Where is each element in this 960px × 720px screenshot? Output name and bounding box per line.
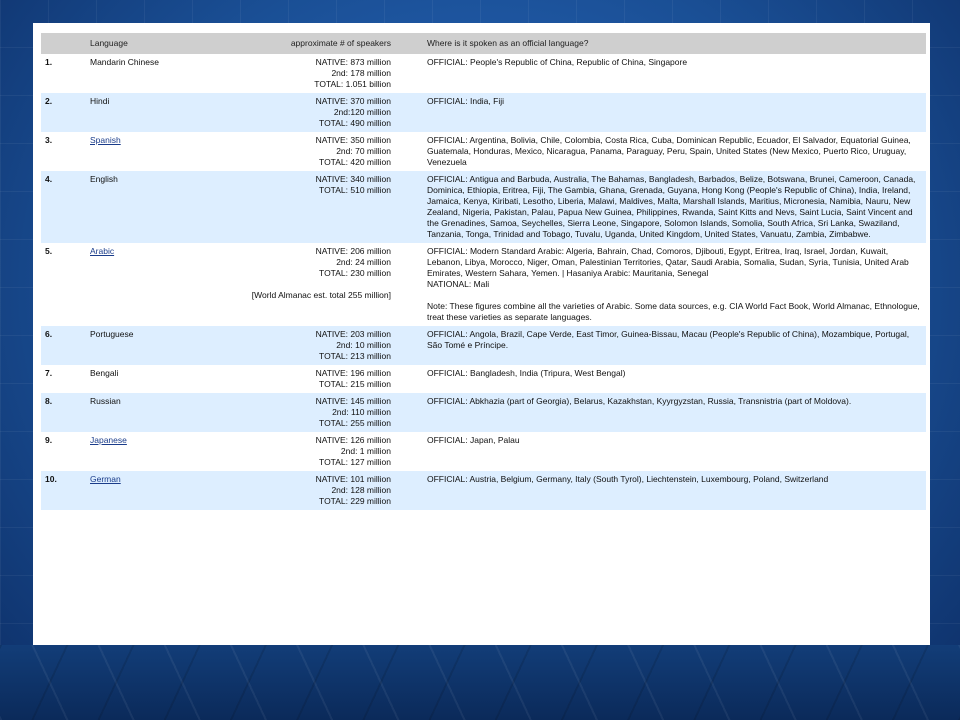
speaker-count: NATIVE: 126 million <box>315 435 391 445</box>
table-row <box>41 393 926 432</box>
speaker-count: TOTAL: 127 million <box>319 457 391 467</box>
language-cell <box>86 393 201 432</box>
table-row <box>41 365 926 393</box>
table-row <box>41 171 926 243</box>
language-name: Russian <box>90 396 121 406</box>
language-name: Mandarin Chinese <box>90 57 159 67</box>
table-row <box>41 326 926 365</box>
language-cell <box>86 54 201 93</box>
official-countries: OFFICIAL: Antigua and Barbuda, Australia, The Bahamas, Bangladesh, Barbados, Belize, Botswana, Brunei, Cameroon, Canada, Dominica, Ethiopia, Eritrea, Fiji, The Gambia, Ghana, Grenada, Guyana, Hong Kong (People's Republic of China), India, Ireland, Jamaica, Kenya, Kiribati, Lesotho, Liberia, Malawi, Maldives, Malta, Marshall Islands, Maritius, Micronesia, Namibia, Nauru, New Zealand, Nigeria, Pakistan, Palau, Papua New Guinea, Philippines, Rwanda, Saint Kitts and Nevs, Saint Lucia, Saint Vincent and the Grenadines, Samoa, Seychelles, Sierra Leone, Singapore, Solomon Islands, Somolia, South Africa, Sri Lanka, Swaziland, Tanzania, Tonga, Trinidad and Tobago, Tuvalu, Uganda, United Kingdom, United States, Vanuatu, Zambia, Zimbabwe. <box>427 174 916 239</box>
table-row <box>41 132 926 171</box>
official-cell <box>421 432 926 471</box>
speaker-count: NATIVE: 203 million <box>315 329 391 339</box>
speaker-count: 2nd: 10 million <box>336 340 391 350</box>
table-row <box>41 54 926 93</box>
rank-cell: 3. <box>41 132 86 171</box>
speaker-count: TOTAL: 490 million <box>319 118 391 128</box>
speakers-cell <box>201 93 421 132</box>
rank-cell: 4. <box>41 171 86 243</box>
speaker-count: TOTAL: 213 million <box>319 351 391 361</box>
speaker-count: TOTAL: 229 million <box>319 496 391 506</box>
speaker-count: NATIVE: 101 million <box>315 474 391 484</box>
official-countries: OFFICIAL: Modern Standard Arabic: Algeria, Bahrain, Chad, Comoros, Djibouti, Egypt, Eritrea, Iraq, Israel, Jordan, Kuwait, Lebanon, Libya, Morocco, Niger, Oman, Palestinian Territories, Qatar, Saudi Arabia, Somalia, Sudan, Syria, Tunisia, United Arab Emirates, Western Sahara, Yemen. | Hasaniya Arabic: Mauritania, Senegal <box>427 246 909 278</box>
rank-cell: 1. <box>41 54 86 93</box>
official-countries: OFFICIAL: Argentina, Bolivia, Chile, Colombia, Costa Rica, Cuba, Dominican Republic, Ecuador, El Salvador, Equatorial Guinea, Guatemala, Honduras, Mexico, Nicaragua, Panama, Paraguay, Peru, Spain, United States (New Mexico, Puerto Rico, Uruguay, Venezuela <box>427 135 911 167</box>
header-language: Language <box>86 33 201 54</box>
header-official: Where is it spoken as an official language? <box>421 33 926 54</box>
language-name: English <box>90 174 118 184</box>
speaker-estimate-note: [World Almanac est. total 255 million] <box>251 290 391 300</box>
table-header <box>41 33 926 54</box>
official-cell <box>421 93 926 132</box>
table-row <box>41 471 926 510</box>
language-link[interactable]: Japanese <box>90 435 127 445</box>
speakers-cell <box>201 365 421 393</box>
speaker-count: 2nd: 110 million <box>332 407 391 417</box>
language-cell <box>86 432 201 471</box>
table-row <box>41 432 926 471</box>
speaker-count: TOTAL: 215 million <box>319 379 391 389</box>
speaker-count: TOTAL: 1.051 billion <box>314 79 391 89</box>
speaker-count: 2nd: 128 million <box>331 485 391 495</box>
speaker-count: NATIVE: 340 million <box>315 174 391 184</box>
speaker-count: NATIVE: 145 million <box>315 396 391 406</box>
language-link[interactable]: German <box>90 474 121 484</box>
rank-cell: 9. <box>41 432 86 471</box>
language-cell <box>86 132 201 171</box>
rank-cell: 2. <box>41 93 86 132</box>
speaker-count: TOTAL: 230 million <box>319 268 391 278</box>
language-cell <box>86 171 201 243</box>
official-cell <box>421 326 926 365</box>
official-note: Note: These figures combine all the varieties of Arabic. Some data sources, e.g. CIA World Fact Book, World Almanac, Ethnologue, treat these varieties as separate languages. <box>427 301 920 322</box>
speaker-count: 2nd: 70 million <box>336 146 391 156</box>
speakers-cell <box>201 326 421 365</box>
header-speakers: approximate # of speakers <box>201 33 421 54</box>
speaker-count: NATIVE: 873 million <box>315 57 391 67</box>
speakers-cell <box>201 471 421 510</box>
slide-background-decoration <box>0 645 960 720</box>
rank-cell: 6. <box>41 326 86 365</box>
language-link[interactable]: Arabic <box>90 246 115 256</box>
speakers-cell <box>201 171 421 243</box>
official-countries: OFFICIAL: India, Fiji <box>427 96 504 106</box>
speakers-cell <box>201 132 421 171</box>
speakers-cell <box>201 432 421 471</box>
rank-cell: 10. <box>41 471 86 510</box>
official-countries: OFFICIAL: Austria, Belgium, Germany, Italy (South Tyrol), Liechtenstein, Luxembourg, Poland, Switzerland <box>427 474 829 484</box>
language-name: Bengali <box>90 368 119 378</box>
official-countries: OFFICIAL: People's Republic of China, Republic of China, Singapore <box>427 57 688 67</box>
speakers-cell <box>201 393 421 432</box>
table-row <box>41 93 926 132</box>
speaker-count: NATIVE: 350 million <box>315 135 391 145</box>
official-cell <box>421 171 926 243</box>
language-cell <box>86 365 201 393</box>
official-countries: OFFICIAL: Japan, Palau <box>427 435 520 445</box>
speaker-count: 2nd:120 million <box>333 107 391 117</box>
official-cell <box>421 54 926 93</box>
official-cell <box>421 132 926 171</box>
speaker-count: 2nd: 1 million <box>340 446 391 456</box>
speaker-count: 2nd: 24 million <box>336 257 391 267</box>
header-rank <box>41 33 86 54</box>
rank-cell: 8. <box>41 393 86 432</box>
official-cell <box>421 365 926 393</box>
speakers-cell <box>201 54 421 93</box>
language-name: Hindi <box>90 96 110 106</box>
languages-table-panel <box>33 23 930 645</box>
speaker-count: TOTAL: 255 million <box>319 418 391 428</box>
language-cell <box>86 471 201 510</box>
speaker-count: TOTAL: 510 million <box>319 185 391 195</box>
national-countries: NATIONAL: Mali <box>427 279 490 289</box>
speaker-count: 2nd: 178 million <box>331 68 391 78</box>
rank-cell: 7. <box>41 365 86 393</box>
rank-cell: 5. <box>41 243 86 326</box>
official-cell <box>421 471 926 510</box>
official-cell <box>421 393 926 432</box>
speaker-count: NATIVE: 196 million <box>315 368 391 378</box>
language-cell <box>86 93 201 132</box>
language-name: Portuguese <box>90 329 134 339</box>
speaker-count: NATIVE: 206 million <box>315 246 391 256</box>
official-countries: OFFICIAL: Bangladesh, India (Tripura, West Bengal) <box>427 368 626 378</box>
speakers-cell <box>201 243 421 326</box>
speaker-count: NATIVE: 370 million <box>315 96 391 106</box>
language-link[interactable]: Spanish <box>90 135 121 145</box>
official-countries: OFFICIAL: Angola, Brazil, Cape Verde, East Timor, Guinea-Bissau, Macau (People's Republic of China), Mozambique, Portugal, São Tomé e Príncipe. <box>427 329 910 350</box>
speaker-count: TOTAL: 420 million <box>319 157 391 167</box>
table-body <box>41 54 926 510</box>
table-row <box>41 243 926 326</box>
official-countries: OFFICIAL: Abkhazia (part of Georgia), Belarus, Kazakhstan, Kyyrgyzstan, Russia, Transnistria (part of Moldova). <box>427 396 852 406</box>
languages-table <box>41 33 926 510</box>
language-cell <box>86 243 201 326</box>
official-cell <box>421 243 926 326</box>
language-cell <box>86 326 201 365</box>
